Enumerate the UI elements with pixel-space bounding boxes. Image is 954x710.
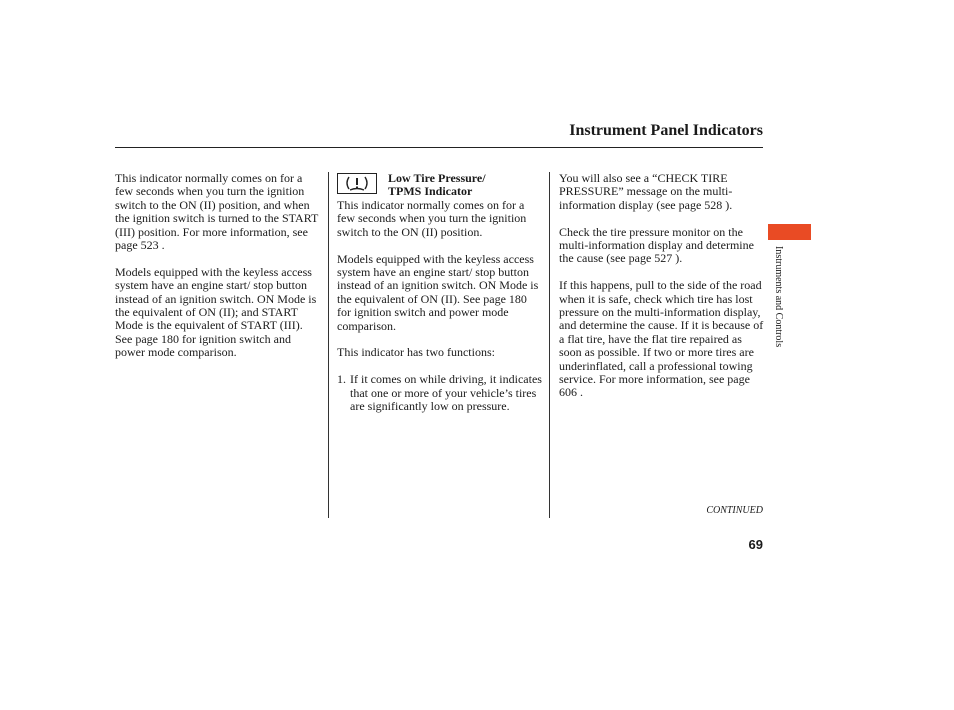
indicator-heading: [337, 172, 543, 198]
indicator-title-line: Low Tire Pressure/: [388, 171, 486, 185]
section-tab: [768, 224, 811, 240]
continued-label: CONTINUED: [706, 505, 763, 516]
column-divider: [328, 172, 329, 518]
paragraph: This indicator normally comes on for a few seconds when you turn the ignition switch to the ON (II) position, and when the ignition switch is turned to the START (III) position. For more information, see page 523 .: [115, 171, 319, 253]
list-number: 1.: [337, 372, 346, 387]
column-left: [115, 172, 320, 373]
paragraph: Check the tire pressure monitor on the multi-information display and determine the cause (see page 527 ).: [559, 224, 754, 266]
paragraph: If this happens, pull to the side of the road when it is safe, check which tire has lost pressure on the multi-information display, and determine the cause. If it is because of a flat tire, have the flat tire repaired as soon as possible. If two or more tires are underinflated, call a professional towing service. For more information, see page 606 .: [559, 278, 764, 400]
column-right: [559, 172, 766, 413]
paragraph: You will also see a “CHECK TIRE PRESSURE” message on the multi-information display (see page 528 ).: [559, 171, 733, 212]
tpms-warning-icon: [337, 173, 377, 194]
paragraph: This indicator normally comes on for a few seconds when you turn the ignition switch to the ON (II) position.: [337, 198, 527, 239]
list-item: [337, 373, 543, 413]
page-header: [115, 121, 763, 148]
column-middle: [337, 172, 543, 413]
section-label: Instruments and Controls: [773, 246, 784, 348]
indicator-title: [388, 172, 486, 199]
column-divider: [549, 172, 550, 518]
list-text: If it comes on while driving, it indicates that one or more of your vehicle’s tires are significantly low on pressure.: [350, 372, 542, 414]
paragraph: Models equipped with the keyless access system have an engine start/ stop button instead of an ignition switch. ON Mode is the equivalent of ON (II); and START Mode is the equivalent of START (III). See page 180 for ignition switch and power mode comparison.: [115, 264, 317, 360]
page-number: 69: [748, 537, 763, 552]
page-title: Instrument Panel Indicators: [569, 122, 763, 139]
paragraph: Models equipped with the keyless access system have an engine start/ stop button instead of an ignition switch. ON Mode is the equivalent of ON (II). See page 180 for ignition switch and power mode comparison.: [337, 251, 539, 333]
paragraph: This indicator has two functions:: [337, 345, 495, 360]
indicator-title-line: TPMS Indicator: [388, 184, 473, 199]
